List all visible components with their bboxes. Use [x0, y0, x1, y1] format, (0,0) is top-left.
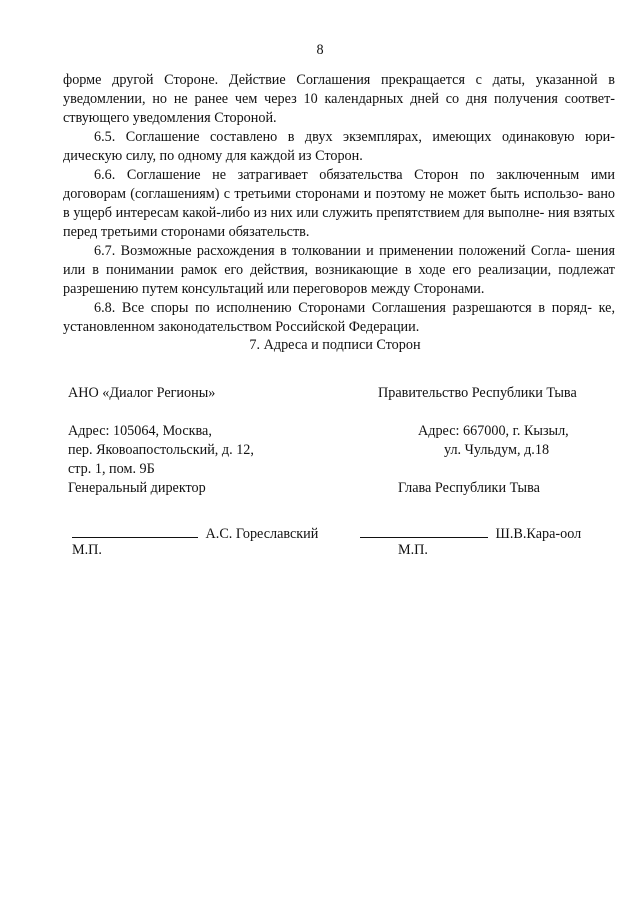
right-party-position: Глава Республики Тыва: [398, 480, 540, 496]
text-line: уведомлении, но не ранее чем через 10 календарных дней со дня получения соответ-: [63, 91, 615, 107]
left-party-position: Генеральный директор: [68, 480, 206, 496]
text-line: 6.7. Возможные расхождения в толковании и применении положений Согла-: [94, 243, 571, 259]
left-signatory-name: А.С. Гореславский: [205, 526, 319, 542]
paragraph-6-8: [63, 299, 615, 337]
left-signature-row: [72, 524, 318, 544]
text-line: ке, установленном законодательством Российской Федерации.: [63, 300, 616, 335]
section-title: 7. Адреса и подписи Сторон: [249, 337, 421, 353]
left-party-address-line: стр. 1, пом. 9Б: [68, 461, 155, 477]
paragraph-6-5: [63, 128, 615, 166]
right-party-name: Правительство Республики Тыва: [378, 385, 577, 401]
text-line: 6.5. Соглашение составлено в двух экземплярах, имеющих одинаковую юри-: [94, 129, 615, 145]
text-line: ствующего уведомления Стороной.: [63, 110, 277, 126]
right-seal-mark: М.П.: [398, 542, 428, 558]
text-line: ния взятых перед третьими сторонами обязательств.: [63, 205, 616, 240]
paragraph-termination: [63, 71, 615, 128]
text-line: форме другой Стороне. Действие Соглашения прекращается с даты, указанной в: [63, 72, 615, 88]
text-line: вано в ущерб интересам какой-либо из них или служить препятствием для выполне-: [63, 186, 616, 221]
text-line: 6.6. Соглашение не затрагивает обязательства Сторон по заключенным ими: [94, 167, 615, 183]
document-body: [63, 71, 615, 337]
paragraph-6-6: [63, 166, 615, 242]
left-party-name: АНО «Диалог Регионы»: [68, 385, 216, 401]
left-signature-line: [72, 524, 198, 538]
right-signature-row: [360, 524, 581, 544]
right-party-address-line: Адрес: 667000, г. Кызыл,: [418, 423, 569, 439]
text-line: договорам (соглашениям) с третьими сторонами и поэтому не может быть использо-: [63, 186, 584, 202]
text-line: дическую силу, по одному для каждой из Сторон.: [63, 148, 363, 164]
left-party-address-line: пер. Яковоапостольский, д. 12,: [68, 442, 254, 458]
left-party-address-line: Адрес: 105064, Москва,: [68, 423, 212, 439]
right-party-block: [378, 384, 618, 498]
paragraph-6-7: [63, 242, 615, 299]
text-line: 6.8. Все споры по исполнению Сторонами Соглашения разрешаются в поряд-: [94, 300, 592, 316]
page-number: 8: [316, 42, 324, 58]
right-signatory-name: Ш.В.Кара-оол: [495, 526, 582, 542]
right-party-address-line: ул. Чульдум, д.18: [444, 442, 550, 458]
right-signature-line: [360, 524, 488, 538]
text-line: подлежат разрешению путем консультаций или переговоров между Сторонами.: [63, 262, 615, 297]
left-party-block: [68, 384, 338, 498]
text-line: шения или в понимании рамок его действия, возникающие в ходе его реализации,: [63, 243, 615, 278]
left-seal-mark: М.П.: [72, 542, 102, 558]
